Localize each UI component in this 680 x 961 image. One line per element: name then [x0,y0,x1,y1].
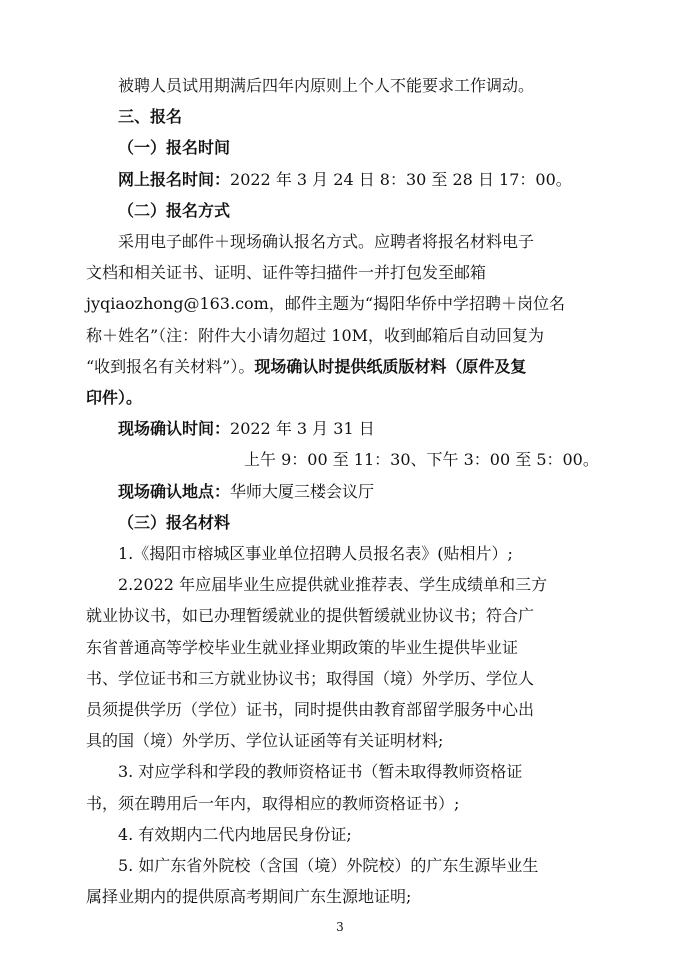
subsection-heading: （三）报名材料 [118,512,231,532]
page-number: 3 [336,920,344,934]
paragraph-line [86,356,678,378]
paragraph-line: 书、学位证书和三方就业协议书；取得国（境）外学历、学位人 [86,668,535,688]
paragraph-line: 就业协议书，如已办理暂缓就业的提供暂缓就业协议书；符合广 [86,606,535,626]
paragraph-line: 上午 9：00 至 11：30、下午 3：00 至 5：00。 [244,450,599,470]
field-value: 华师大厦三楼会议厅 [230,481,375,501]
list-item: 1.《揭阳市榕城区事业单位招聘人员报名表》(贴相片）; [118,544,513,563]
paragraph-line [118,481,678,503]
paragraph-line: 文档和相关证书、证明、证件等扫描件一并打包发至邮箱 [86,263,487,283]
field-value: 2022 年 3 月 24 日 8：30 至 28 日 17：00。 [230,169,572,189]
paragraph-line: 书，须在聘用后一年内，取得相应的教师资格证书）; [86,793,460,813]
paragraph-line: jyqiaozhong@163.com，邮件主题为“揭阳华侨中学招聘＋岗位名 [86,294,566,314]
field-label: 现场确认地点： [118,481,231,501]
paragraph-line: 印件）。 [86,388,143,407]
list-item: 4. 有效期内二代内地居民身份证; [118,824,352,844]
paragraph-line: 称＋姓名”（注：附件大小请勿超过 10M，收到邮箱后自动回复为 [86,325,545,345]
paragraph-line: 属择业期内的提供原高考期间广东生源地证明; [86,887,412,907]
list-item: 5. 如广东省外院校（含国（境）外院校）的广东生源毕业生 [118,856,539,875]
subsection-heading: （二）报名方式 [118,200,231,220]
subsection-heading: （一）报名时间 [118,138,231,158]
paragraph-line: 员须提供学历（学位）证书，同时提供由教育部留学服务中心出 [86,700,535,719]
line-text: “收到报名有关材料”）。 [86,356,255,376]
paragraph-line: 被聘人员试用期满后四年内原则上个人不能要求工作调动。 [118,76,535,95]
bold-text: 现场确认时提供纸质版材料（原件及复 [254,356,527,376]
field-label: 现场确认时间： [118,419,231,439]
field-label: 网上报名时间： [118,169,231,189]
list-item: 3. 对应学科和学段的教师资格证书（暂未取得教师资格证 [118,762,523,782]
paragraph-line: 具的国（境）外学历、学位认证函等有关证明材料; [86,731,444,751]
paragraph-line [118,418,678,440]
paragraph-line: 东省普通高等学校毕业生就业择业期政策的毕业生提供毕业证 [86,637,519,657]
list-item: 2.2022 年应届毕业生应提供就业推荐表、学生成绩单和三方 [118,575,548,595]
section-heading: 三、报名 [118,107,183,127]
paragraph-line [118,169,678,191]
field-value: 2022 年 3 月 31 日 [230,419,375,439]
paragraph-line: 采用电子邮件＋现场确认报名方式。应聘者将报名材料电子 [118,232,535,251]
